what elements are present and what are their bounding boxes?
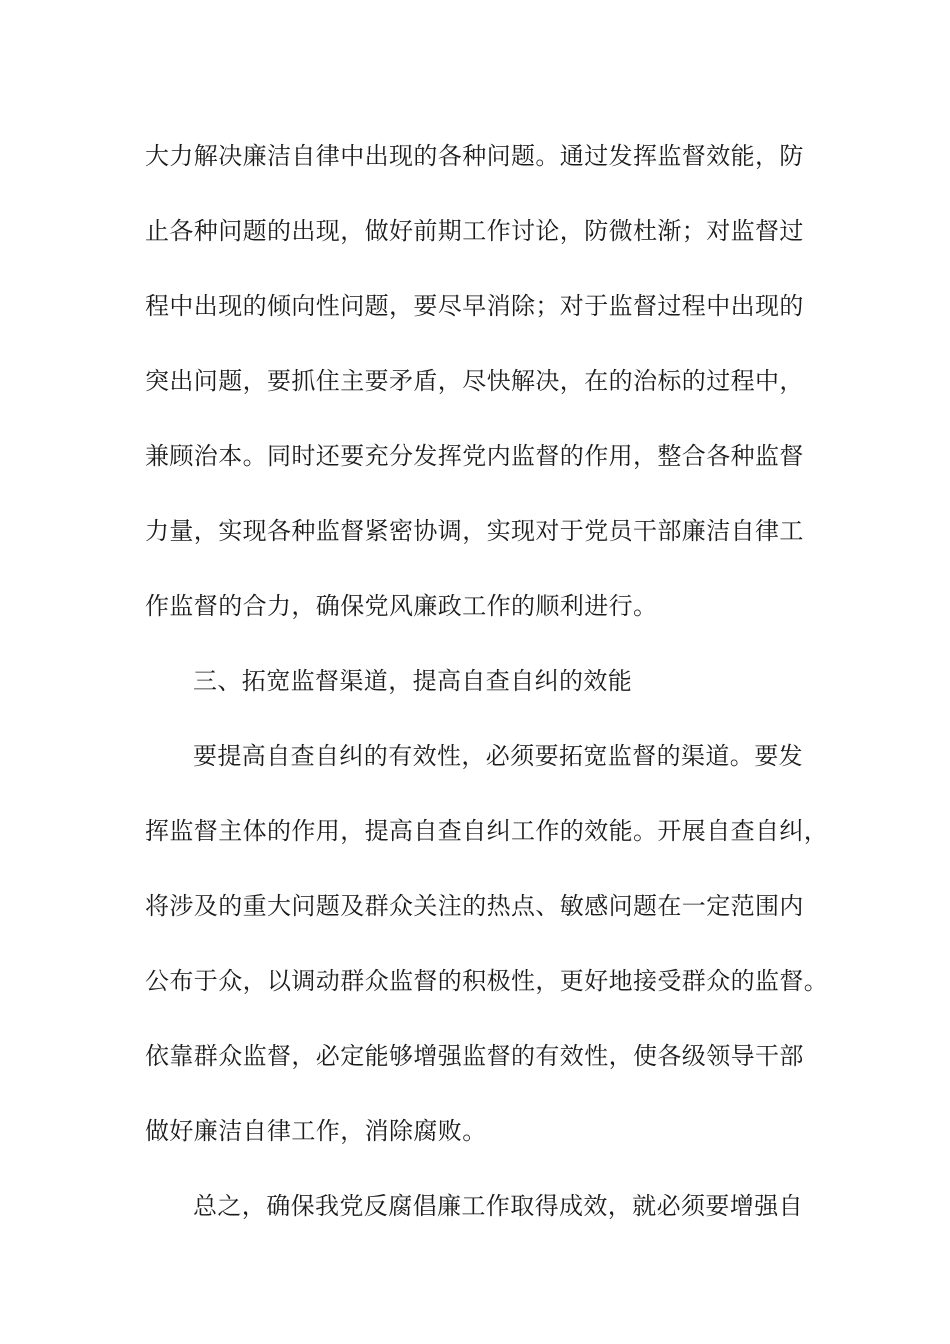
paragraph-line: 突出问题，要抓住主要矛盾，尽快解决，在的治标的过程中， [145, 367, 804, 395]
paragraph-line: 要提高自查自纠的有效性，必须要拓宽监督的渠道。要发 [193, 742, 803, 770]
document-body [145, 132, 829, 1257]
paragraph-line: 公布于众，以调动群众监督的积极性，更好地接受群众的监督。 [145, 967, 829, 995]
paragraph-line: 依靠群众监督，必定能够增强监督的有效性，使各级领导干部 [145, 1042, 804, 1070]
paragraph-line: 作监督的合力，确保党风廉政工作的顺利进行。 [145, 592, 658, 620]
paragraph-line: 将涉及的重大问题及群众关注的热点、敏感问题在一定范围内 [145, 892, 804, 920]
paragraph-line: 大力解决廉洁自律中出现的各种问题。通过发挥监督效能，防 [145, 142, 804, 170]
paragraph-line: 兼顾治本。同时还要充分发挥党内监督的作用，整合各种监督 [145, 442, 804, 470]
section-heading: 三、拓宽监督渠道，提高自查自纠的效能 [193, 667, 633, 695]
paragraph-line: 做好廉洁自律工作，消除腐败。 [145, 1117, 487, 1145]
paragraph-line: 程中出现的倾向性问题，要尽早消除；对于监督过程中出现的 [145, 292, 804, 320]
paragraph-line: 止各种问题的出现，做好前期工作讨论，防微杜渐；对监督过 [145, 217, 804, 245]
paragraph-line: 总之，确保我党反腐倡廉工作取得成效，就必须要增强自 [193, 1192, 803, 1220]
paragraph-line: 挥监督主体的作用，提高自查自纠工作的效能。开展自查自纠， [145, 817, 829, 845]
paragraph-line: 力量，实现各种监督紧密协调，实现对于党员干部廉洁自律工 [145, 517, 804, 545]
